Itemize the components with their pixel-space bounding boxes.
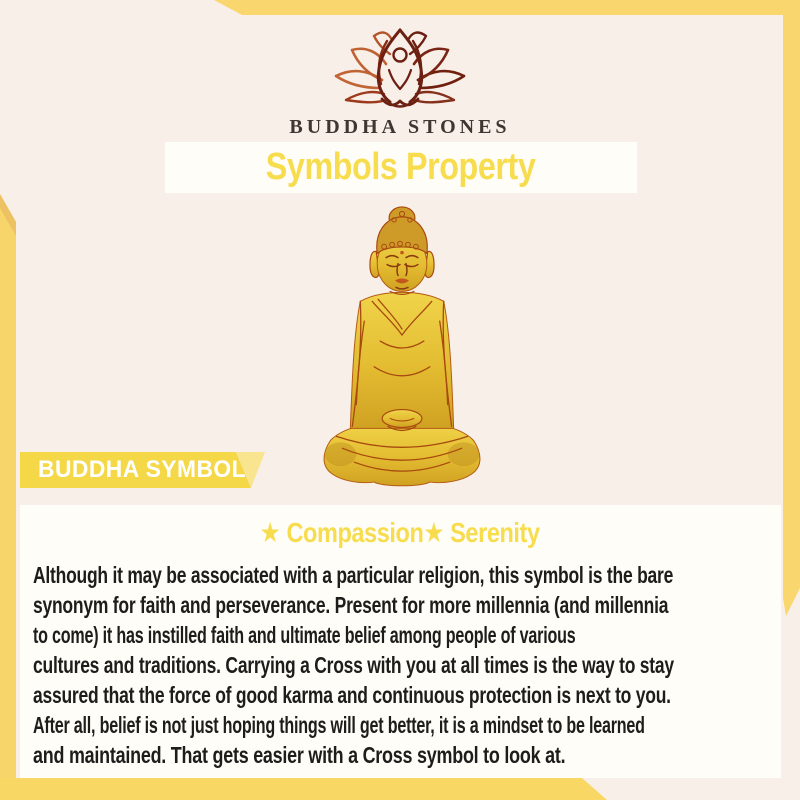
description-paragraph xyxy=(33,560,783,770)
section-heading: ★ Compassion★ Serenity xyxy=(260,517,540,548)
brand-name: BUDDHA STONES xyxy=(289,116,511,138)
page-title: Symbols Property xyxy=(266,146,536,188)
bottom-yellow-band xyxy=(0,778,607,800)
paragraph-line: assured that the force of good karma and continuous protection is next to you. xyxy=(33,682,671,708)
lotus-meditation-logo-icon xyxy=(330,24,470,116)
top-yellow-bar xyxy=(0,0,800,15)
badge-banner xyxy=(20,452,265,488)
paragraph-line: and maintained. That gets easier with a Cross symbol to look at. xyxy=(33,742,566,768)
title-box xyxy=(165,142,637,193)
badge-label: BUDDHA SYMBOL xyxy=(38,456,246,483)
heading-row xyxy=(0,516,800,549)
paragraph-line: Although it may be associated with a particular religion, this symbol is the bare xyxy=(33,562,674,588)
left-yellow-strip xyxy=(0,194,16,800)
paragraph-line: synonym for faith and perseverance. Present for more millennia (and millennia xyxy=(33,592,669,618)
paragraph-line: After all, belief is not just hoping things will get better, it is a mindset to be learned xyxy=(33,712,645,738)
paragraph-line: cultures and traditions. Carrying a Cross with you at all times is the way to stay xyxy=(33,652,674,678)
paragraph-line: to come) it has instilled faith and ultimate belief among people of various xyxy=(33,622,576,648)
golden-buddha-statue-icon xyxy=(302,202,502,490)
